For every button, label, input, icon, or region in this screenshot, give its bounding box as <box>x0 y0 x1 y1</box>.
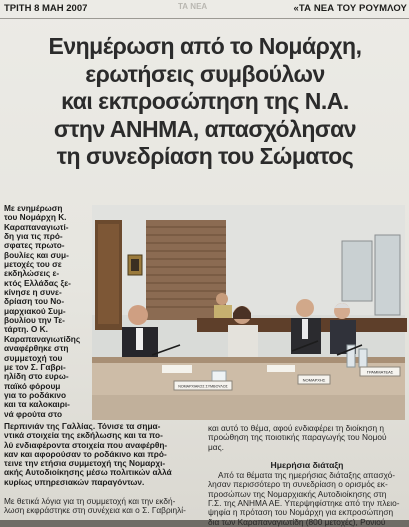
body-line: Γ.Σ. της ΑΝΗΜΑ ΑΕ. Υπερψηφίστηκε από την πλειο- <box>208 498 400 509</box>
lead-line: καν και αφορούσαν το ροδάκινο και πρό- <box>4 448 167 459</box>
body-line: Με θετικά λόγια για τη συμμετοχή και την εκδή- <box>4 496 176 506</box>
lead-line: Με ενημέρωση <box>4 203 63 213</box>
body-line: λωση εκφράστηκε στη συνέχεια και ο Σ. Γαβριηλί- <box>4 505 186 516</box>
headline-line: Ενημέρωση από το Νομάρχη, <box>48 33 362 59</box>
lead-line: σφατες πρωτο- <box>4 240 65 251</box>
lead-line: Καραπαναγιωτίδης <box>4 333 81 344</box>
body-line: Από τα θέματα της ημερήσιας διάταξης απασχό- <box>218 470 395 481</box>
lead-line: μαρχιακού Συμ- <box>4 305 66 316</box>
lead-line: τάρτη. Ο Κ. <box>4 324 48 335</box>
lead-line: λύ ενδιαφέροντα στοιχεία που αναφέρθη- <box>4 439 168 450</box>
lead-line: ακής Αυτοδιοίκησης μέσω πολιτικών αλλά <box>4 467 172 478</box>
lead-line: μετοχές του σε <box>4 259 62 270</box>
body-line: δια των Καραπαναγιωτίδη (800 μετοχές), Ρονιού <box>208 516 386 527</box>
masthead-bar <box>0 0 409 19</box>
headline-line: στην ΑΝΗΜΑ, απασχόλησαν <box>53 115 357 142</box>
lead-line: ηλίδη στο ευρω- <box>4 371 69 382</box>
lead-line: βουλίες και συμ- <box>4 249 69 260</box>
lead-line: παϊκό φόρουμ <box>4 380 61 391</box>
lead-line: τεινε την ετήσια συμμετοχή της Νομαρχι- <box>4 458 166 469</box>
body-line: λησαν περισσότερο τη συνεδρίαση ο ορισμός εκ- <box>208 479 388 490</box>
body-line: προσώπων της Νομαρχιακής Αυτοδιοίκησης στη <box>208 488 387 499</box>
lead-line: Καραπαναγιωτί- <box>4 221 69 232</box>
lead-line: εκδηλώσεις ε- <box>4 268 60 279</box>
name-plate-label: ΝΟΜΑΡΧΙΑΚΟΣ ΣΥΜΒΟΥΛΟΣ <box>178 384 228 389</box>
body-line: μας. <box>208 441 224 452</box>
lead-line: κυρίως υπηρεσιακών παραγόντων. <box>4 476 145 487</box>
bleed-through-header: ΤΑ ΝΕΑ <box>178 2 208 11</box>
lead-line: για το ροδάκινο <box>4 389 67 400</box>
newspaper-name: «ΤΑ ΝΕΑ ΤΟΥ ΡΟΥΜΛΟΥ <box>293 3 407 14</box>
body-text-right <box>208 424 406 527</box>
lead-line: κτός Ελλάδας ξε- <box>4 277 71 288</box>
lead-line: αναφέρθηκε στη <box>4 343 69 354</box>
lead-line: νά φρούτα στο <box>4 408 63 419</box>
lead-line: δη για τις πρό- <box>4 231 63 242</box>
lead-line: βουλίου την Τε- <box>4 315 65 326</box>
lead-line: Περπινιάν της Γαλλίας. Τόνισε τα σημα- <box>4 421 161 431</box>
lead-paragraph-wide <box>4 422 204 487</box>
lead-line: κίνησε η συνε- <box>4 287 62 298</box>
name-plate-label: ΓΡΑΜΜΑΤΕΑΣ <box>366 369 394 375</box>
body-line: προώθηση της ποιοτικής παραγωγής του Νομού <box>208 432 387 443</box>
lead-paragraph-narrow <box>4 204 88 419</box>
body-line: ψηφία η πρόταση του Νομάρχη για εκπροσώπηση <box>208 507 394 518</box>
lead-line: και τα καλοκαιρι- <box>4 399 70 410</box>
lead-line: με τον Σ. Γαβρι- <box>4 361 66 372</box>
headline-line: ερωτήσεις συμβούλων <box>85 60 325 87</box>
lead-line: συμμετοχή του <box>4 352 63 363</box>
council-meeting-photo <box>92 205 405 420</box>
body-text-left <box>4 497 204 516</box>
body-line: και αυτό το θέμα, αφού ενδιαφέρει τη διοίκηση η <box>208 423 385 433</box>
lead-line: δρίαση του Νο- <box>4 296 65 307</box>
headline-line: και εκπροσώπηση της Ν.Α. <box>61 88 349 114</box>
name-plate-label: ΝΟΜΑΡΧΗΣ <box>302 377 326 383</box>
issue-date: ΤΡΙΤΗ 8 ΜΑΗ 2007 <box>4 3 88 14</box>
article-headline <box>14 33 396 171</box>
lead-line: ντικά στοιχεία της εκδήλωσης και τα πο- <box>4 430 163 441</box>
section-subheading: Ημερήσια διάταξη <box>270 459 344 470</box>
headline-line: τη συνεδρίαση του Σώματος <box>56 143 354 169</box>
lead-line: του Νομάρχη Κ. <box>4 212 67 223</box>
